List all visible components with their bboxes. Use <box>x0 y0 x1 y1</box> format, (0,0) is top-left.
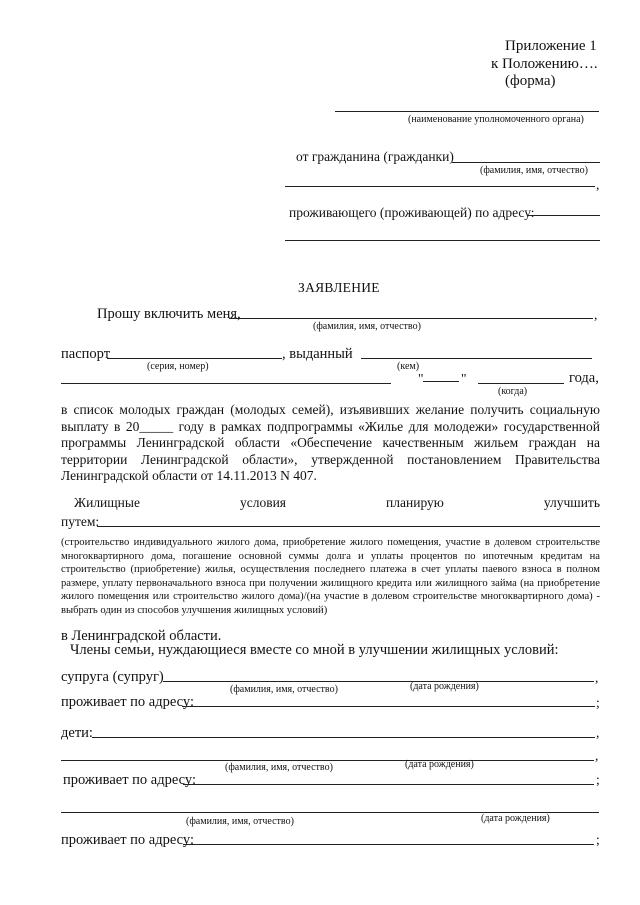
spouse-name-hint: (фамилия, имя, отчество) <box>230 684 338 695</box>
appendix-number: Приложение 1 <box>505 38 597 54</box>
child1-name-field[interactable] <box>92 737 595 738</box>
improve-line <box>74 495 600 511</box>
passport-issuer-field-2[interactable] <box>61 383 391 384</box>
children-comma: , <box>596 725 600 740</box>
passport-issuer-field[interactable] <box>361 358 592 359</box>
residing-address-field-2[interactable] <box>285 240 600 241</box>
residing-label: проживающего (проживающей) по адресу: <box>289 205 535 220</box>
improvement-options-note: (строительство индивидуального жилого дома, приобретение жилого помещения, участие в долевом строительстве многоквартирного дома, погашение основной суммы долга и уплаты процентов по ипотечным кредитам на строительство (приобретение) жилья, осуществления последнего платежа в счет уплаты паевого взноса в полном размере, уплату первоначального взноса при получении жилищного кредита или жилищного займа (на приобретение жилого помещения или строительство жилого дома)/(на участие в долевом строительстве многоквартирного дома) - выбрать один из способов улучшения жилищных условий) <box>61 537 600 616</box>
children-label: дети: <box>61 725 93 741</box>
child2-address-label: проживает по адресу: <box>61 832 194 848</box>
citizen-name-field[interactable] <box>452 162 600 163</box>
spouse-label: супруга (супруг) <box>61 669 164 685</box>
child1-address-label: проживает по адресу: <box>63 772 196 788</box>
residing-address-field[interactable] <box>528 215 600 216</box>
date-quote-open: " <box>418 371 424 386</box>
issuer-hint: (кем) <box>397 361 420 372</box>
issue-day-field[interactable] <box>423 381 459 382</box>
include-me-label: Прошу включить меня, <box>97 306 241 322</box>
improve-word-2: условия <box>239 495 287 510</box>
citizen-name-hint: (фамилия, имя, отчество) <box>480 165 588 176</box>
applicant-name-hint: (фамилия, имя, отчество) <box>313 321 421 332</box>
citizen-name-field-2[interactable] <box>285 186 595 187</box>
region-label: в Ленинградской области. <box>61 628 222 644</box>
spouse-semicolon: ; <box>596 695 600 710</box>
improve-word-4: улучшить <box>543 495 600 510</box>
child1-comma: , <box>595 748 599 763</box>
child1-birth-hint: (дата рождения) <box>405 759 474 770</box>
passport-label: паспорт <box>61 346 111 362</box>
from-citizen-label: от гражданина (гражданки) <box>296 149 454 164</box>
series-hint: (серия, номер) <box>147 361 209 372</box>
spouse-birth-hint: (дата рождения) <box>410 681 479 692</box>
child2-name-hint: (фамилия, имя, отчество) <box>186 816 294 827</box>
spouse-name-field[interactable] <box>163 681 594 682</box>
family-members-intro: Члены семьи, нуждающиеся вместе со мной в улучшении жилищных условий: <box>70 642 559 658</box>
child1-semicolon: ; <box>596 772 600 787</box>
improve-word-1: Жилищные <box>74 495 140 510</box>
year-label: года, <box>569 370 599 386</box>
passport-number-field[interactable] <box>107 358 282 359</box>
spouse-address-label: проживает по адресу: <box>61 694 194 710</box>
citizen-comma: , <box>596 177 600 192</box>
improvement-method-field[interactable] <box>97 526 600 527</box>
applicant-name-field[interactable] <box>229 318 593 319</box>
applicant-comma: , <box>594 307 598 322</box>
child2-semicolon: ; <box>596 832 600 847</box>
issue-date-field[interactable] <box>478 383 564 384</box>
child2-birth-hint: (дата рождения) <box>481 813 550 824</box>
appendix-reference: к Положению…. <box>491 56 598 72</box>
authority-name-field[interactable] <box>335 111 599 112</box>
spouse-address-field[interactable] <box>182 706 595 707</box>
issued-label: , выданный <box>282 346 353 362</box>
document-title: ЗАЯВЛЕНИЕ <box>298 280 380 295</box>
child1-address-field[interactable] <box>183 784 594 785</box>
by-means-label: путем: <box>61 514 100 529</box>
child2-address-field[interactable] <box>183 844 594 845</box>
date-quote-close: " <box>461 371 467 386</box>
main-paragraph: в список молодых граждан (молодых семей), изъявивших желание получить социальную выплату в 20_____ году в рамках подпрограммы «Жилье для молодежи» государственной программы Ленинградской области «Обеспечение качественным жильем граждан на территории Ленинградской области», утвержденной постановлением Правительства Ленинградской области от 14.11.2013 N 407. <box>61 402 600 483</box>
child1-name-field-2[interactable] <box>61 760 594 761</box>
spouse-comma: , <box>595 670 599 685</box>
issue-date-hint: (когда) <box>498 386 528 397</box>
authority-hint: (наименование уполномоченного органа) <box>408 114 584 125</box>
child1-name-hint: (фамилия, имя, отчество) <box>225 762 333 773</box>
form-label: (форма) <box>505 73 556 89</box>
improve-word-3: планирую <box>386 495 444 510</box>
